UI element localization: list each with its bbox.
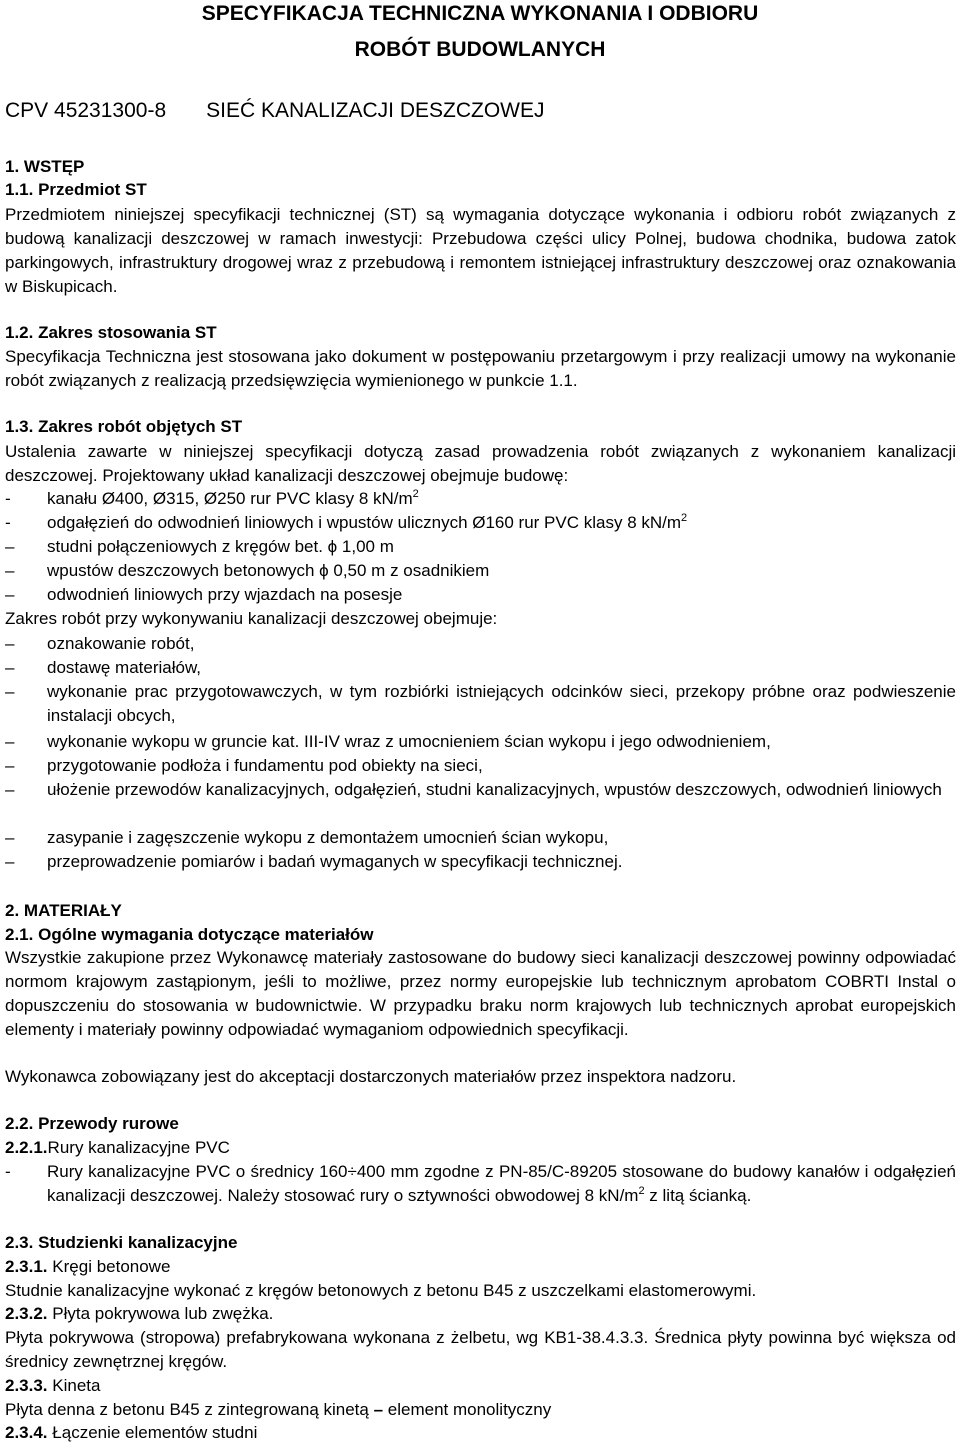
list-marker: – bbox=[5, 756, 15, 775]
section-2-3-4-heading bbox=[5, 1421, 956, 1445]
build-item bbox=[5, 535, 956, 559]
section-2-2-heading bbox=[5, 1112, 956, 1136]
em-dash: – bbox=[373, 1400, 384, 1419]
list-item-text: oznakowanie robót, bbox=[47, 634, 195, 653]
section-title: Ogólne wymagania dotyczące materiałów bbox=[38, 925, 374, 944]
section-number: 1.1. bbox=[5, 180, 34, 199]
scope-item bbox=[5, 754, 956, 778]
list-marker: – bbox=[5, 658, 15, 677]
list-marker: – bbox=[5, 634, 15, 653]
list-marker: – bbox=[5, 828, 15, 847]
section-title: Płyta pokrywowa lub zwężka. bbox=[52, 1304, 274, 1323]
list-item-text: przeprowadzenie pomiarów i badań wymaganych w specyfikacji technicznej. bbox=[47, 852, 623, 871]
section-title: Przedmiot ST bbox=[38, 180, 147, 199]
section-2-1-text: Wszystkie zakupione przez Wykonawcę materiały zastosowane do budowy sieci kanalizacji deszczowej powinny odpowiadać normom krajowym zastąpionym, jeśli to możliwe, przez normy europejskie lub technicznym aprobatom COBRTI Instal o dopuszczeniu do stosowania w budownictwie. W przypadku braku norm krajowych lub technicznych aprobat europejskich elementy i materiały powinny odpowiadać wymaganiom odpowiednich specyfikacji. bbox=[5, 948, 956, 1039]
section-title: Kineta bbox=[52, 1376, 101, 1395]
section-1-heading bbox=[5, 155, 956, 179]
section-number: 2.3.4. bbox=[5, 1423, 48, 1442]
section-number: 2.2.1. bbox=[5, 1138, 48, 1157]
scope-item bbox=[5, 826, 956, 850]
list-item-text: kanału Ø400, Ø315, Ø250 rur PVC klasy 8 $kN/m^2$ bbox=[47, 488, 419, 508]
section-title: Kręgi betonowe bbox=[52, 1257, 171, 1276]
scope-item bbox=[5, 730, 956, 754]
scope-text-b: Projektowany układ kanalizacji deszczowej obejmuje budowę: bbox=[97, 466, 569, 485]
section-1-1-heading bbox=[5, 178, 956, 202]
section-2-3-2-heading bbox=[5, 1302, 956, 1326]
scope-item bbox=[5, 850, 956, 874]
build-item bbox=[5, 511, 956, 535]
list-marker: - bbox=[5, 489, 11, 508]
scope-item bbox=[5, 778, 956, 802]
list-item-text: odgałęzień do odwodnień liniowych i wpustów ulicznych Ø160 rur PVC klasy 8 $kN/m^2$ bbox=[47, 512, 688, 532]
list-item-text: ułożenie przewodów kanalizacyjnych, odgałęzień, studni kanalizacyjnych, wpustów deszczowych, odwodnień liniowych bbox=[47, 780, 942, 799]
list-marker: - bbox=[5, 513, 11, 532]
scope-intro: Zakres robót przy wykonywaniu kanalizacji deszczowej obejmuje: bbox=[5, 609, 498, 628]
list-item-text: wykonanie wykopu w gruncie kat. III-IV wraz z umocnieniem ścian wykopu i jego odwodnieniem, bbox=[47, 732, 771, 751]
section-2-2-1-heading bbox=[5, 1136, 956, 1160]
section-1-3-text bbox=[5, 440, 956, 488]
section-2-3-1-heading bbox=[5, 1255, 956, 1279]
section-1-2-text: Specyfikacja Techniczna jest stosowana jako dokument w postępowaniu przetargowym i przy realizacji umowy na wykonanie robót związanych z realizacją przedsięwzięcia wymienionego w punkcie 1.1. bbox=[5, 347, 956, 390]
scope-item bbox=[5, 656, 956, 680]
scope-text-a: Ustalenia zawarte w niniejszej specyfikacji dotyczą zasad prowadzenia robót związanych z wykonaniem kanalizacji deszczowej. bbox=[5, 442, 956, 485]
list-marker: – bbox=[5, 732, 15, 751]
section-title: Zakres stosowania ST bbox=[38, 323, 217, 342]
section-number: 2. bbox=[5, 901, 20, 920]
section-number: 2.1. bbox=[5, 925, 34, 944]
section-1-2-heading bbox=[5, 321, 956, 345]
section-title: Studzienki kanalizacyjne bbox=[38, 1233, 238, 1252]
section-title: Rury kanalizacyjne PVC bbox=[47, 1138, 230, 1157]
build-item bbox=[5, 559, 956, 583]
section-1-1-text: Przedmiotem niniejszej specyfikacji technicznej (ST) są wymagania dotyczące wykonania i odbioru robót związanych z budową kanalizacji deszczowej w ramach inwestycji: Przebudowa części ulicy Polnej, budowa chodnika, budowa zatok parkingowych, infrastruktury drogowej wraz z przebudową i remontem istniejącej infrastruktury deszczowej oraz oznakowania w Biskupicach. bbox=[5, 205, 956, 296]
scope-item bbox=[5, 632, 956, 656]
section-2-heading bbox=[5, 899, 956, 923]
list-item-text: studni połączeniowych z kręgów bet. ϕ 1,00 m bbox=[47, 537, 394, 556]
section-title: Zakres robót objętych ST bbox=[38, 417, 243, 436]
list-item-text: dostawę materiałów, bbox=[47, 658, 202, 677]
section-2-3-1-text: Studnie kanalizacyjne wykonać z kręgów betonowych z betonu B45 z uszczelkami elastomerowymi. bbox=[5, 1281, 757, 1300]
scope-item bbox=[5, 680, 956, 728]
list-item-text: wykonanie prac przygotowawczych, w tym rozbiórki istniejących odcinków sieci, przekopy próbne oraz podwieszenie instalacji obcych, bbox=[47, 682, 956, 725]
section-title: Przewody rurowe bbox=[38, 1114, 179, 1133]
list-marker: – bbox=[5, 561, 15, 580]
list-marker: – bbox=[5, 585, 15, 604]
cpv-name: SIEĆ KANALIZACJI DESZCZOWEJ bbox=[206, 99, 545, 122]
cpv-code: CPV 45231300-8 bbox=[5, 99, 167, 122]
section-title: Łączenie elementów studni bbox=[52, 1423, 258, 1442]
section-number: 1.2. bbox=[5, 323, 34, 342]
section-number: 2.3.1. bbox=[5, 1257, 48, 1276]
list-item-text: odwodnień liniowych przy wjazdach na posesje bbox=[47, 585, 403, 604]
list-marker: – bbox=[5, 852, 15, 871]
section-number: 2.3. bbox=[5, 1233, 34, 1252]
build-item bbox=[5, 487, 956, 511]
section-number: 1. bbox=[5, 157, 20, 176]
section-number: 2.2. bbox=[5, 1114, 34, 1133]
section-2-3-2-text: Płyta pokrywowa (stropowa) prefabrykowana wykonana z żelbetu, wg KB1-38.4.3.3. Średnica płyty powinna być większa od średnicy zewnętrznej kręgów. bbox=[5, 1328, 956, 1371]
section-number: 1.3. bbox=[5, 417, 34, 436]
list-marker: - bbox=[5, 1162, 11, 1181]
document-title-line1: SPECYFIKACJA TECHNICZNA WYKONANIA I ODBIORU bbox=[201, 2, 759, 25]
list-item-text: zasypanie i zagęszczenie wykopu z demontażem umocnień ścian wykopu, bbox=[47, 828, 609, 847]
list-item-text: wpustów deszczowych betonowych ϕ 0,50 m z osadnikiem bbox=[47, 561, 490, 580]
section-1-3-heading bbox=[5, 415, 956, 439]
list-marker: – bbox=[5, 682, 15, 701]
pipe-item bbox=[5, 1160, 956, 1208]
section-number: 2.3.3. bbox=[5, 1376, 48, 1395]
section-title: MATERIAŁY bbox=[23, 901, 122, 920]
list-marker: – bbox=[5, 780, 15, 799]
list-item-text: przygotowanie podłoża i fundamentu pod obiekty na sieci, bbox=[47, 756, 483, 775]
cpv-line bbox=[5, 97, 956, 125]
section-number: 2.3.2. bbox=[5, 1304, 48, 1323]
document-title-line2: ROBÓT BUDOWLANYCH bbox=[354, 38, 606, 61]
build-item bbox=[5, 583, 956, 607]
section-2-1-text-2: Wykonawca zobowiązany jest do akceptacji dostarczonych materiałów przez inspektora nadzoru. bbox=[5, 1067, 737, 1086]
list-marker: – bbox=[5, 537, 15, 556]
list-item-text: Rury kanalizacyjne PVC o średnicy 160÷400 mm zgodne z PN-85/C-89205 stosowane do budowy kanałów i odgałęzień kanalizacji deszczowej. Należy stosować rury o sztywności obwodowej 8 $kN/m^2$ z litą ścianką. bbox=[47, 1162, 956, 1205]
section-2-3-3-heading bbox=[5, 1374, 956, 1398]
section-2-3-heading bbox=[5, 1231, 956, 1255]
section-title: WSTĘP bbox=[23, 157, 85, 176]
section-2-1-heading bbox=[5, 923, 956, 947]
section-2-3-3-text: Płyta denna z betonu B45 z zintegrowaną kinetą – element monolityczny bbox=[5, 1400, 552, 1419]
